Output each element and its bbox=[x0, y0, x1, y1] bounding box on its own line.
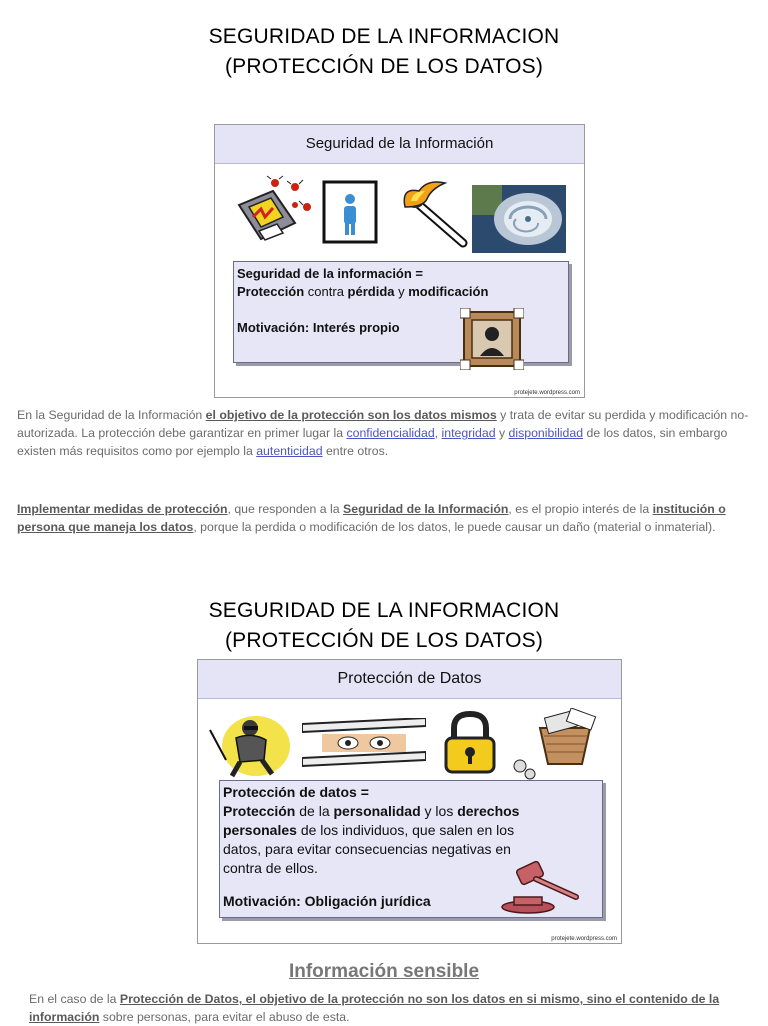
slide-source: protejete.wordpress.com bbox=[551, 936, 617, 942]
box-line2: Protección de la personalidad y los derechos bbox=[223, 803, 520, 819]
gavel-icon bbox=[500, 859, 580, 915]
link-autenticidad[interactable]: autenticidad bbox=[256, 444, 323, 458]
hurricane-satellite-icon bbox=[472, 185, 566, 253]
box-line3: Motivación: Interés propio bbox=[237, 320, 400, 335]
link-confidencialidad[interactable]: confidencialidad bbox=[346, 426, 435, 440]
box-line6: Motivación: Obligación jurídica bbox=[223, 893, 431, 909]
slide-seguridad bbox=[214, 124, 585, 398]
person-door-icon bbox=[321, 179, 379, 245]
subheading-informacion-sensible: Información sensible bbox=[288, 961, 480, 982]
section2-title-line2: (PROTECCIÓN DE LOS DATOS) bbox=[224, 629, 544, 652]
section1-title bbox=[0, 22, 768, 82]
framed-portrait-icon bbox=[460, 308, 524, 370]
section2-title-line1: SEGURIDAD DE LA INFORMACION bbox=[208, 599, 560, 622]
section2-title bbox=[0, 596, 768, 656]
slide-header: Protección de Datos bbox=[198, 660, 621, 699]
slide-proteccion bbox=[197, 659, 622, 944]
paragraph-3: En el caso de la Protección de Datos, el objetivo de la protección no son los datos en si mismo, sino el contenido de la información sobre personas, para evitar el abuso de esta. bbox=[29, 992, 720, 1024]
box-line3: personales de los individuos, que salen en los bbox=[223, 822, 515, 838]
link-integridad[interactable]: integridad bbox=[441, 426, 496, 440]
link-disponibilidad[interactable]: disponibilidad bbox=[508, 426, 584, 440]
floppy-bugs-icon bbox=[233, 175, 313, 251]
eyes-blinds-icon bbox=[302, 718, 426, 772]
slide-definition-box bbox=[233, 261, 569, 363]
emphasis-objetivo: el objetivo de la protección son los datos mismos bbox=[205, 408, 497, 422]
section1-title-line1: SEGURIDAD DE LA INFORMACION bbox=[208, 25, 560, 48]
money-basket-icon bbox=[510, 708, 602, 782]
box-line4: datos, para evitar consecuencias negativas en bbox=[223, 841, 511, 857]
match-fire-icon bbox=[397, 177, 469, 251]
slide-source: protejete.wordpress.com bbox=[514, 390, 580, 396]
box-line1: Protección de datos = bbox=[223, 784, 369, 800]
paragraph-2: Implementar medidas de protección, que responden a la Seguridad de la Información, es el propio interés de la institución o persona que maneja los datos, porque la perdida o modificación de los datos, le puede causar un daño (material o inmaterial). bbox=[17, 502, 726, 534]
section1-title-line2: (PROTECCIÓN DE LOS DATOS) bbox=[224, 55, 544, 78]
slide-definition-box bbox=[219, 780, 603, 918]
box-line5: contra de ellos. bbox=[223, 860, 318, 876]
paragraph-1: En la Seguridad de la Información el objetivo de la protección son los datos mismos y trata de evitar su perdida y modificación no-autorizada. La protección debe garantizar en primer lugar la confidencialidad, integridad y disponibilidad de los datos, sin embargo existen más requisitos como por ejemplo la autenticidad entre otros. bbox=[17, 408, 749, 458]
box-line2: Protección contra pérdida y modificación bbox=[237, 284, 489, 299]
thief-icon bbox=[206, 710, 296, 780]
box-line1: Seguridad de la información = bbox=[237, 266, 424, 281]
slide-header: Seguridad de la Información bbox=[215, 125, 584, 164]
padlock-icon bbox=[438, 710, 502, 776]
